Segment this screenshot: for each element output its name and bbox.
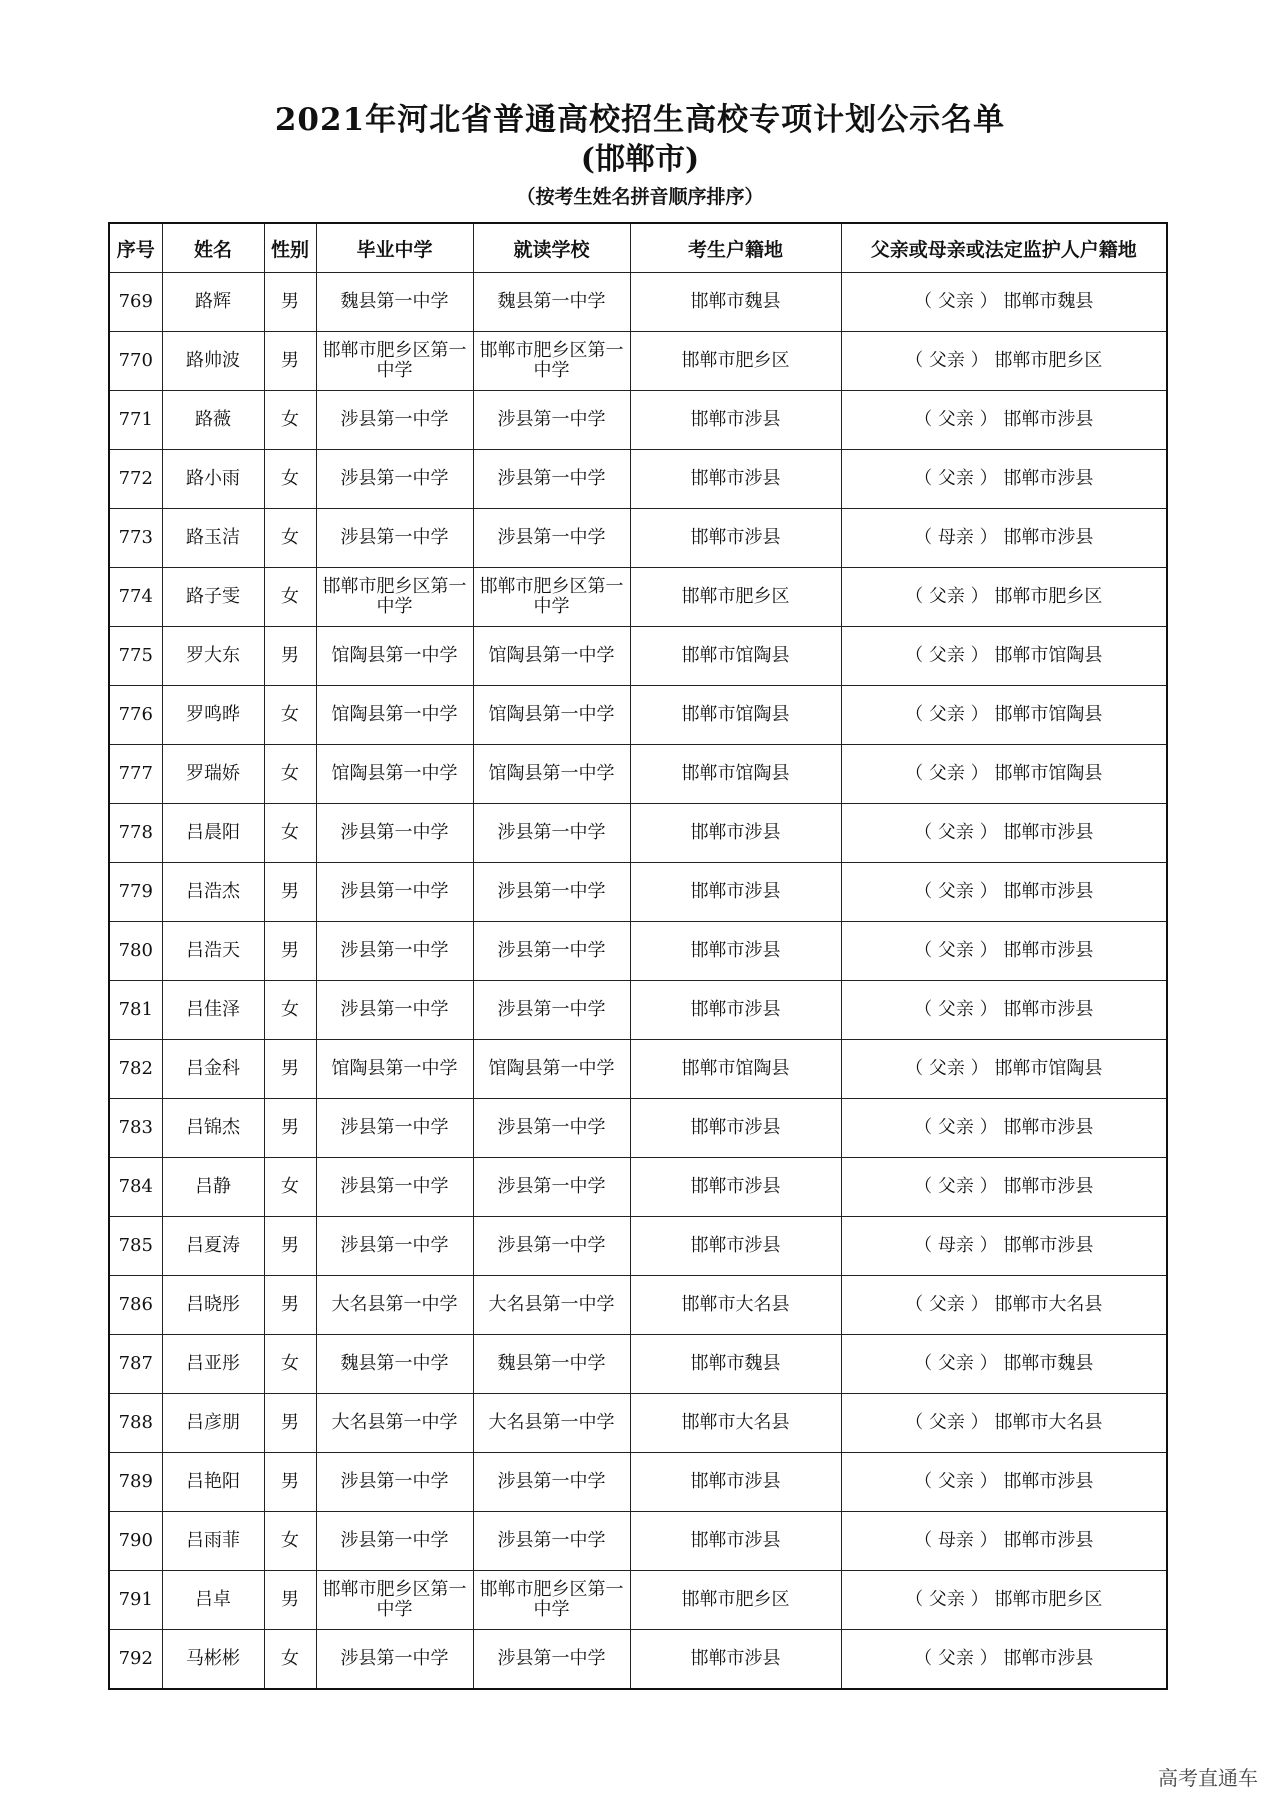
- cell-name: 吕金科: [162, 1040, 264, 1099]
- cell-guardian-registration: （ 父亲 ） 邯郸市涉县: [841, 863, 1167, 922]
- cell-current-school: 邯郸市肥乡区第一中学: [473, 1571, 630, 1630]
- table-row: [109, 1512, 1167, 1571]
- cell-guardian-registration: （ 父亲 ） 邯郸市涉县: [841, 922, 1167, 981]
- cell-seq: 772: [109, 450, 162, 509]
- cell-seq: 773: [109, 509, 162, 568]
- cell-seq: 791: [109, 1571, 162, 1630]
- cell-guardian-registration: （ 父亲 ） 邯郸市馆陶县: [841, 686, 1167, 745]
- cell-household-registration: 邯郸市馆陶县: [630, 1040, 841, 1099]
- cell-guardian-registration: （ 父亲 ） 邯郸市大名县: [841, 1394, 1167, 1453]
- cell-seq: 788: [109, 1394, 162, 1453]
- cell-guardian-registration: （ 母亲 ） 邯郸市涉县: [841, 1217, 1167, 1276]
- cell-household-registration: 邯郸市涉县: [630, 450, 841, 509]
- watermark: 高考直通车: [1158, 1766, 1258, 1790]
- cell-guardian-registration: （ 母亲 ） 邯郸市涉县: [841, 509, 1167, 568]
- cell-guardian-registration: （ 母亲 ） 邯郸市涉县: [841, 1512, 1167, 1571]
- cell-guardian-registration: （ 父亲 ） 邯郸市大名县: [841, 1276, 1167, 1335]
- cell-name: 吕夏涛: [162, 1217, 264, 1276]
- cell-current-school: 大名县第一中学: [473, 1394, 630, 1453]
- cell-guardian-registration: （ 父亲 ） 邯郸市肥乡区: [841, 332, 1167, 391]
- cell-gender: 男: [264, 863, 316, 922]
- cell-gender: 女: [264, 804, 316, 863]
- cell-name: 吕静: [162, 1158, 264, 1217]
- cell-current-school: 涉县第一中学: [473, 391, 630, 450]
- table-row: [109, 450, 1167, 509]
- cell-graduated-school: 邯郸市肥乡区第一中学: [316, 332, 473, 391]
- cell-household-registration: 邯郸市大名县: [630, 1276, 841, 1335]
- cell-seq: 774: [109, 568, 162, 627]
- page-title: 2021年河北省普通高校招生高校专项计划公示名单: [274, 102, 1006, 138]
- table-row: [109, 863, 1167, 922]
- cell-gender: 男: [264, 1453, 316, 1512]
- cell-current-school: 涉县第一中学: [473, 450, 630, 509]
- cell-guardian-registration: （ 父亲 ） 邯郸市涉县: [841, 1099, 1167, 1158]
- cell-name: 吕晨阳: [162, 804, 264, 863]
- cell-household-registration: 邯郸市魏县: [630, 273, 841, 332]
- cell-graduated-school: 馆陶县第一中学: [316, 627, 473, 686]
- cell-name: 吕艳阳: [162, 1453, 264, 1512]
- table-row: [109, 1158, 1167, 1217]
- table-row: [109, 1571, 1167, 1630]
- cell-name: 路玉洁: [162, 509, 264, 568]
- cell-guardian-registration: （ 父亲 ） 邯郸市肥乡区: [841, 568, 1167, 627]
- table-header-row: [109, 223, 1167, 273]
- cell-graduated-school: 魏县第一中学: [316, 1335, 473, 1394]
- cell-guardian-registration: （ 父亲 ） 邯郸市涉县: [841, 981, 1167, 1040]
- cell-name: 吕浩杰: [162, 863, 264, 922]
- cell-gender: 男: [264, 1217, 316, 1276]
- cell-graduated-school: 涉县第一中学: [316, 1512, 473, 1571]
- cell-household-registration: 邯郸市肥乡区: [630, 1571, 841, 1630]
- cell-current-school: 馆陶县第一中学: [473, 745, 630, 804]
- cell-gender: 女: [264, 1335, 316, 1394]
- cell-gender: 男: [264, 1276, 316, 1335]
- cell-graduated-school: 涉县第一中学: [316, 922, 473, 981]
- cell-graduated-school: 馆陶县第一中学: [316, 1040, 473, 1099]
- cell-gender: 男: [264, 1099, 316, 1158]
- header-current-school: 就读学校: [473, 223, 630, 273]
- table-row: [109, 745, 1167, 804]
- cell-gender: 女: [264, 981, 316, 1040]
- cell-current-school: 涉县第一中学: [473, 804, 630, 863]
- cell-gender: 女: [264, 1630, 316, 1690]
- cell-seq: 777: [109, 745, 162, 804]
- cell-household-registration: 邯郸市涉县: [630, 922, 841, 981]
- cell-current-school: 馆陶县第一中学: [473, 686, 630, 745]
- cell-graduated-school: 涉县第一中学: [316, 1099, 473, 1158]
- table-row: [109, 273, 1167, 332]
- cell-name: 吕彦朋: [162, 1394, 264, 1453]
- cell-name: 路小雨: [162, 450, 264, 509]
- cell-name: 路子雯: [162, 568, 264, 627]
- cell-seq: 780: [109, 922, 162, 981]
- cell-gender: 女: [264, 391, 316, 450]
- cell-name: 吕亚彤: [162, 1335, 264, 1394]
- cell-graduated-school: 涉县第一中学: [316, 450, 473, 509]
- cell-gender: 女: [264, 450, 316, 509]
- cell-household-registration: 邯郸市涉县: [630, 391, 841, 450]
- cell-current-school: 涉县第一中学: [473, 863, 630, 922]
- table-row: [109, 509, 1167, 568]
- cell-current-school: 涉县第一中学: [473, 509, 630, 568]
- cell-current-school: 邯郸市肥乡区第一中学: [473, 332, 630, 391]
- cell-seq: 785: [109, 1217, 162, 1276]
- cell-graduated-school: 邯郸市肥乡区第一中学: [316, 1571, 473, 1630]
- cell-seq: 771: [109, 391, 162, 450]
- cell-graduated-school: 涉县第一中学: [316, 1453, 473, 1512]
- cell-guardian-registration: （ 父亲 ） 邯郸市涉县: [841, 1158, 1167, 1217]
- cell-graduated-school: 涉县第一中学: [316, 509, 473, 568]
- cell-seq: 775: [109, 627, 162, 686]
- header-name: 姓名: [162, 223, 264, 273]
- cell-guardian-registration: （ 父亲 ） 邯郸市魏县: [841, 273, 1167, 332]
- cell-name: 吕锦杰: [162, 1099, 264, 1158]
- cell-guardian-registration: （ 父亲 ） 邯郸市涉县: [841, 804, 1167, 863]
- cell-name: 吕卓: [162, 1571, 264, 1630]
- cell-graduated-school: 涉县第一中学: [316, 1630, 473, 1690]
- cell-gender: 男: [264, 273, 316, 332]
- cell-seq: 792: [109, 1630, 162, 1690]
- cell-gender: 女: [264, 1158, 316, 1217]
- cell-household-registration: 邯郸市涉县: [630, 1453, 841, 1512]
- cell-gender: 男: [264, 1394, 316, 1453]
- cell-graduated-school: 魏县第一中学: [316, 273, 473, 332]
- table-row: [109, 1276, 1167, 1335]
- cell-name: 吕佳泽: [162, 981, 264, 1040]
- table-row: [109, 1630, 1167, 1690]
- cell-graduated-school: 大名县第一中学: [316, 1394, 473, 1453]
- cell-seq: 778: [109, 804, 162, 863]
- cell-seq: 769: [109, 273, 162, 332]
- header-seq: 序号: [109, 223, 162, 273]
- cell-guardian-registration: （ 父亲 ） 邯郸市涉县: [841, 1630, 1167, 1690]
- cell-graduated-school: 馆陶县第一中学: [316, 745, 473, 804]
- cell-current-school: 馆陶县第一中学: [473, 627, 630, 686]
- cell-household-registration: 邯郸市涉县: [630, 863, 841, 922]
- table-row: [109, 686, 1167, 745]
- table-row: [109, 627, 1167, 686]
- cell-current-school: 涉县第一中学: [473, 1453, 630, 1512]
- cell-current-school: 涉县第一中学: [473, 1099, 630, 1158]
- table-body: [109, 273, 1167, 1690]
- cell-guardian-registration: （ 父亲 ） 邯郸市馆陶县: [841, 745, 1167, 804]
- table-row: [109, 332, 1167, 391]
- cell-gender: 男: [264, 1040, 316, 1099]
- cell-seq: 783: [109, 1099, 162, 1158]
- cell-current-school: 涉县第一中学: [473, 1630, 630, 1690]
- cell-guardian-registration: （ 父亲 ） 邯郸市涉县: [841, 391, 1167, 450]
- cell-graduated-school: 涉县第一中学: [316, 391, 473, 450]
- cell-graduated-school: 涉县第一中学: [316, 804, 473, 863]
- cell-current-school: 涉县第一中学: [473, 922, 630, 981]
- cell-household-registration: 邯郸市涉县: [630, 1099, 841, 1158]
- cell-seq: 787: [109, 1335, 162, 1394]
- cell-name: 罗瑞娇: [162, 745, 264, 804]
- cell-household-registration: 邯郸市涉县: [630, 1158, 841, 1217]
- cell-seq: 779: [109, 863, 162, 922]
- roster-table: [108, 222, 1168, 1690]
- table-row: [109, 391, 1167, 450]
- cell-guardian-registration: （ 父亲 ） 邯郸市涉县: [841, 450, 1167, 509]
- cell-graduated-school: 涉县第一中学: [316, 1217, 473, 1276]
- cell-gender: 女: [264, 509, 316, 568]
- cell-seq: 776: [109, 686, 162, 745]
- cell-gender: 女: [264, 745, 316, 804]
- page-subtitle: (邯郸市): [580, 142, 700, 177]
- cell-guardian-registration: （ 父亲 ） 邯郸市馆陶县: [841, 1040, 1167, 1099]
- cell-graduated-school: 涉县第一中学: [316, 981, 473, 1040]
- table-row: [109, 1040, 1167, 1099]
- cell-household-registration: 邯郸市涉县: [630, 1217, 841, 1276]
- cell-current-school: 涉县第一中学: [473, 1217, 630, 1276]
- cell-guardian-registration: （ 父亲 ） 邯郸市肥乡区: [841, 1571, 1167, 1630]
- cell-name: 路薇: [162, 391, 264, 450]
- cell-name: 吕晓彤: [162, 1276, 264, 1335]
- cell-graduated-school: 馆陶县第一中学: [316, 686, 473, 745]
- cell-gender: 女: [264, 1512, 316, 1571]
- cell-graduated-school: 大名县第一中学: [316, 1276, 473, 1335]
- cell-seq: 789: [109, 1453, 162, 1512]
- cell-seq: 786: [109, 1276, 162, 1335]
- table-row: [109, 922, 1167, 981]
- cell-household-registration: 邯郸市肥乡区: [630, 568, 841, 627]
- cell-household-registration: 邯郸市馆陶县: [630, 686, 841, 745]
- cell-seq: 782: [109, 1040, 162, 1099]
- cell-current-school: 魏县第一中学: [473, 273, 630, 332]
- cell-household-registration: 邯郸市馆陶县: [630, 627, 841, 686]
- table-row: [109, 981, 1167, 1040]
- cell-graduated-school: 邯郸市肥乡区第一中学: [316, 568, 473, 627]
- header-gender: 性别: [264, 223, 316, 273]
- cell-name: 罗大东: [162, 627, 264, 686]
- cell-household-registration: 邯郸市涉县: [630, 804, 841, 863]
- table-row: [109, 1335, 1167, 1394]
- cell-household-registration: 邯郸市涉县: [630, 509, 841, 568]
- sort-note: （按考生姓名拼音顺序排序）: [516, 186, 764, 208]
- cell-household-registration: 邯郸市馆陶县: [630, 745, 841, 804]
- cell-guardian-registration: （ 父亲 ） 邯郸市涉县: [841, 1453, 1167, 1512]
- cell-gender: 男: [264, 332, 316, 391]
- cell-gender: 男: [264, 1571, 316, 1630]
- cell-current-school: 涉县第一中学: [473, 1512, 630, 1571]
- cell-gender: 女: [264, 686, 316, 745]
- cell-seq: 790: [109, 1512, 162, 1571]
- cell-current-school: 魏县第一中学: [473, 1335, 630, 1394]
- cell-graduated-school: 涉县第一中学: [316, 863, 473, 922]
- table-row: [109, 1099, 1167, 1158]
- cell-household-registration: 邯郸市大名县: [630, 1394, 841, 1453]
- cell-guardian-registration: （ 父亲 ） 邯郸市馆陶县: [841, 627, 1167, 686]
- cell-current-school: 大名县第一中学: [473, 1276, 630, 1335]
- table-row: [109, 804, 1167, 863]
- cell-current-school: 馆陶县第一中学: [473, 1040, 630, 1099]
- cell-seq: 784: [109, 1158, 162, 1217]
- cell-name: 吕雨菲: [162, 1512, 264, 1571]
- cell-name: 吕浩天: [162, 922, 264, 981]
- header-household-registration: 考生户籍地: [630, 223, 841, 273]
- cell-gender: 女: [264, 568, 316, 627]
- cell-current-school: 涉县第一中学: [473, 981, 630, 1040]
- table-row: [109, 568, 1167, 627]
- cell-household-registration: 邯郸市涉县: [630, 981, 841, 1040]
- cell-name: 罗鸣晔: [162, 686, 264, 745]
- table-row: [109, 1394, 1167, 1453]
- cell-household-registration: 邯郸市涉县: [630, 1512, 841, 1571]
- cell-graduated-school: 涉县第一中学: [316, 1158, 473, 1217]
- cell-name: 路辉: [162, 273, 264, 332]
- table-row: [109, 1453, 1167, 1512]
- cell-household-registration: 邯郸市肥乡区: [630, 332, 841, 391]
- cell-gender: 男: [264, 922, 316, 981]
- cell-name: 路帅波: [162, 332, 264, 391]
- header-graduated-school: 毕业中学: [316, 223, 473, 273]
- header-guardian-registration: 父亲或母亲或法定监护人户籍地: [841, 223, 1167, 273]
- cell-seq: 781: [109, 981, 162, 1040]
- cell-household-registration: 邯郸市涉县: [630, 1630, 841, 1690]
- cell-name: 马彬彬: [162, 1630, 264, 1690]
- table-row: [109, 1217, 1167, 1276]
- cell-seq: 770: [109, 332, 162, 391]
- cell-gender: 男: [264, 627, 316, 686]
- cell-household-registration: 邯郸市魏县: [630, 1335, 841, 1394]
- cell-guardian-registration: （ 父亲 ） 邯郸市魏县: [841, 1335, 1167, 1394]
- cell-current-school: 邯郸市肥乡区第一中学: [473, 568, 630, 627]
- cell-current-school: 涉县第一中学: [473, 1158, 630, 1217]
